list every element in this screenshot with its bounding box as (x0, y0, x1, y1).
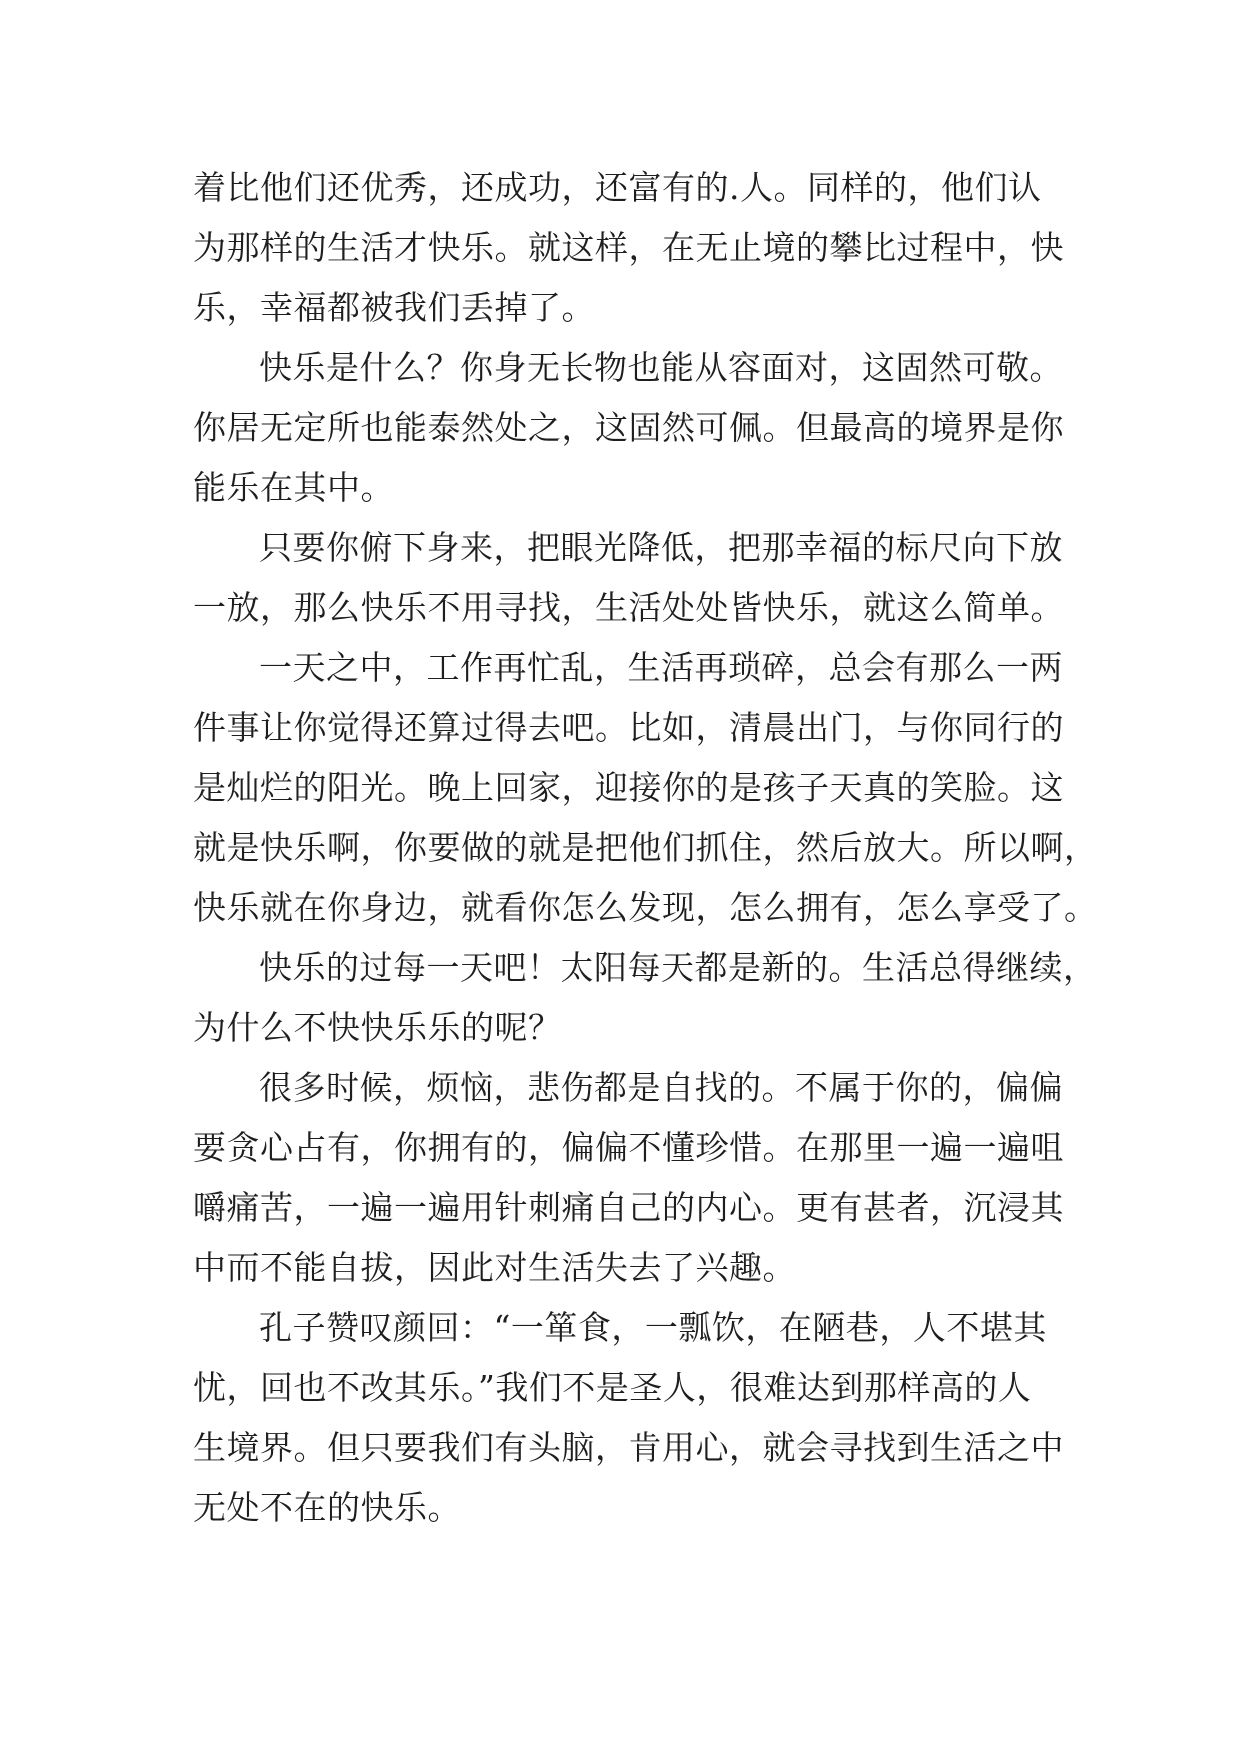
text-line: 乐，幸福都被我们丢掉了。 (193, 288, 595, 327)
text-line: 快乐的过每一天吧！太阳每天都是新的。生活总得继续， (259, 948, 1097, 987)
text-line: 只要你俯下身来，把眼光降低，把那幸福的标尺向下放 (259, 528, 1063, 567)
text-line: 就是快乐啊，你要做的就是把他们抓住，然后放大。所以啊， (193, 828, 1098, 867)
text-line: 为那样的生活才快乐。就这样，在无止境的攀比过程中，快 (193, 228, 1064, 267)
text-line: 能乐在其中。 (193, 468, 394, 507)
text-line: 快乐是什么？你身无长物也能从容面对，这固然可敬。 (259, 348, 1063, 387)
text-line: 忧，回也不改其乐。”我们不是圣人，很难达到那样高的人 (193, 1368, 1032, 1407)
text-line: 中而不能自拔，因此对生活失去了兴趣。 (193, 1248, 796, 1287)
text-line: 快乐就在你身边，就看你怎么发现，怎么拥有，怎么享受了。 (193, 888, 1098, 927)
text-line: 生境界。但只要我们有头脑，肯用心，就会寻找到生活之中 (193, 1428, 1064, 1467)
text-line: 着比他们还优秀，还成功，还富有的.人。同样的，他们认 (193, 168, 1042, 207)
text-line: 一天之中，工作再忙乱，生活再琐碎，总会有那么一两 (259, 648, 1063, 687)
text-line: 嚼痛苦，一遍一遍用针刺痛自己的内心。更有甚者，沉浸其 (193, 1188, 1064, 1227)
text-line: 件事让你觉得还算过得去吧。比如，清晨出门，与你同行的 (193, 708, 1064, 747)
text-line: 很多时候，烦恼，悲伤都是自找的。不属于你的，偏偏 (259, 1068, 1063, 1107)
text-line: 无处不在的快乐。 (193, 1488, 461, 1527)
text-line: 为什么不快快乐乐的呢？ (193, 1008, 562, 1047)
text-line: 是灿烂的阳光。晚上回家，迎接你的是孩子天真的笑脸。这 (193, 768, 1064, 807)
text-line: 孔子赞叹颜回：“一箪食，一瓢饮，在陋巷，人不堪其 (259, 1308, 1047, 1347)
text-line: 一放，那么快乐不用寻找，生活处处皆快乐，就这么简单。 (193, 588, 1064, 627)
text-line: 要贪心占有，你拥有的，偏偏不懂珍惜。在那里一遍一遍咀 (193, 1128, 1064, 1167)
body-text (193, 158, 1098, 1538)
text-line: 你居无定所也能泰然处之，这固然可佩。但最高的境界是你 (193, 408, 1064, 447)
